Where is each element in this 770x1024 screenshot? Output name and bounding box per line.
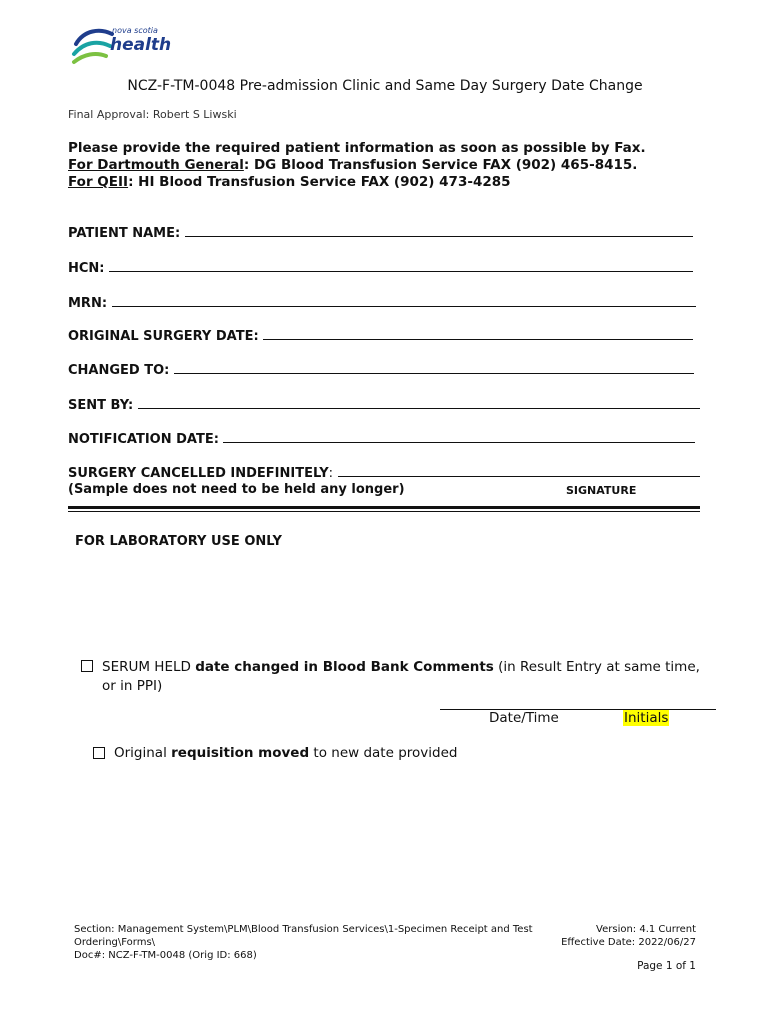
- footer-section-line2: Ordering\Forms\: [74, 937, 156, 948]
- serum-held-checkbox[interactable]: [81, 660, 93, 672]
- sample-note: (Sample does not need to be held any longer): [68, 482, 405, 497]
- fax-instructions: [68, 140, 646, 191]
- hcn-label: HCN:: [68, 261, 105, 276]
- requisition-moved-checkbox[interactable]: [93, 747, 105, 759]
- footer-effective-date: Effective Date: 2022/06/27: [561, 937, 696, 948]
- footer-section-line1: Section: Management System\PLM\Blood Transfusion Services\1-Specimen Receipt and Test: [74, 924, 533, 935]
- requisition-moved-text: [114, 745, 457, 761]
- requisition-prefix: Original: [114, 745, 172, 761]
- serum-held-prefix: SERUM HELD: [102, 659, 196, 675]
- hcn-field: [68, 259, 693, 276]
- serum-held-text: [102, 658, 712, 696]
- qeii-fax: : HI Blood Transfusion Service FAX (902) 473-4285: [128, 174, 511, 190]
- notification-date-label: NOTIFICATION DATE:: [68, 432, 219, 447]
- patient-name-label: PATIENT NAME:: [68, 226, 181, 241]
- dg-fax: : DG Blood Transfusion Service FAX (902) 465-8415.: [243, 157, 638, 173]
- section-divider-thick: [68, 506, 700, 509]
- changed-to-input[interactable]: [174, 361, 694, 374]
- notification-date-input[interactable]: [223, 430, 695, 443]
- datetime-label: Date/Time: [489, 710, 559, 726]
- sent-by-label: SENT BY:: [68, 398, 134, 413]
- requisition-suffix: to new date provided: [309, 745, 458, 761]
- instructions-qeii: [68, 174, 646, 191]
- original-surgery-date-label: ORIGINAL SURGERY DATE:: [68, 329, 259, 344]
- patient-name-input[interactable]: [185, 224, 693, 237]
- qeii-label: For QEII: [68, 174, 129, 190]
- footer-doc-number: Doc#: NCZ-F-TM-0048 (Orig ID: 668): [74, 950, 257, 961]
- changed-to-field: [68, 361, 694, 378]
- logo-swoosh-icon: [70, 24, 114, 68]
- nova-scotia-health-logo: [70, 24, 180, 68]
- footer-version: Version: 4.1 Current: [596, 924, 696, 935]
- requisition-bold: requisition moved: [171, 745, 310, 761]
- changed-to-label: CHANGED TO:: [68, 363, 170, 378]
- original-surgery-date-input[interactable]: [263, 327, 693, 340]
- mrn-field: [68, 294, 696, 311]
- serum-held-suffix: (in Result Entry at same time, or in PPI): [102, 659, 700, 694]
- mrn-input[interactable]: [112, 294, 696, 307]
- instructions-dg: [68, 157, 646, 174]
- hcn-input[interactable]: [109, 259, 693, 272]
- surgery-cancelled-field: SURGERY CANCELLED INDEFINITELY:: [68, 464, 700, 481]
- instructions-line1: Please provide the required patient information as soon as possible by Fax.: [68, 140, 646, 156]
- lab-use-heading: FOR LABORATORY USE ONLY: [75, 534, 282, 549]
- footer-section-info: [74, 923, 544, 962]
- logo-big-text: health: [110, 35, 172, 55]
- patient-name-field: [68, 224, 693, 241]
- surgery-cancelled-signature-input[interactable]: [338, 464, 700, 477]
- final-approval: Final Approval: Robert S Liwski: [68, 108, 237, 121]
- dg-label: For Dartmouth General: [68, 157, 244, 173]
- document-title: NCZ-F-TM-0048 Pre-admission Clinic and Same Day Surgery Date Change: [127, 78, 643, 94]
- logo-small-text: nova scotia: [112, 26, 158, 35]
- sent-by-input[interactable]: [138, 396, 700, 409]
- surgery-cancelled-label: SURGERY CANCELLED INDEFINITELY: [68, 466, 329, 481]
- footer-version-info: [520, 923, 696, 949]
- initials-label: Initials: [624, 710, 669, 726]
- page-number: Page 1 of 1: [637, 960, 696, 972]
- signature-label: SIGNATURE: [566, 484, 637, 497]
- section-divider-thin: [68, 511, 700, 512]
- date-initials-line[interactable]: [440, 709, 716, 710]
- serum-held-bold: date changed in Blood Bank Comments: [195, 659, 494, 675]
- sent-by-field: [68, 396, 700, 413]
- mrn-label: MRN:: [68, 296, 108, 311]
- notification-date-field: [68, 430, 695, 447]
- original-surgery-date-field: [68, 327, 693, 344]
